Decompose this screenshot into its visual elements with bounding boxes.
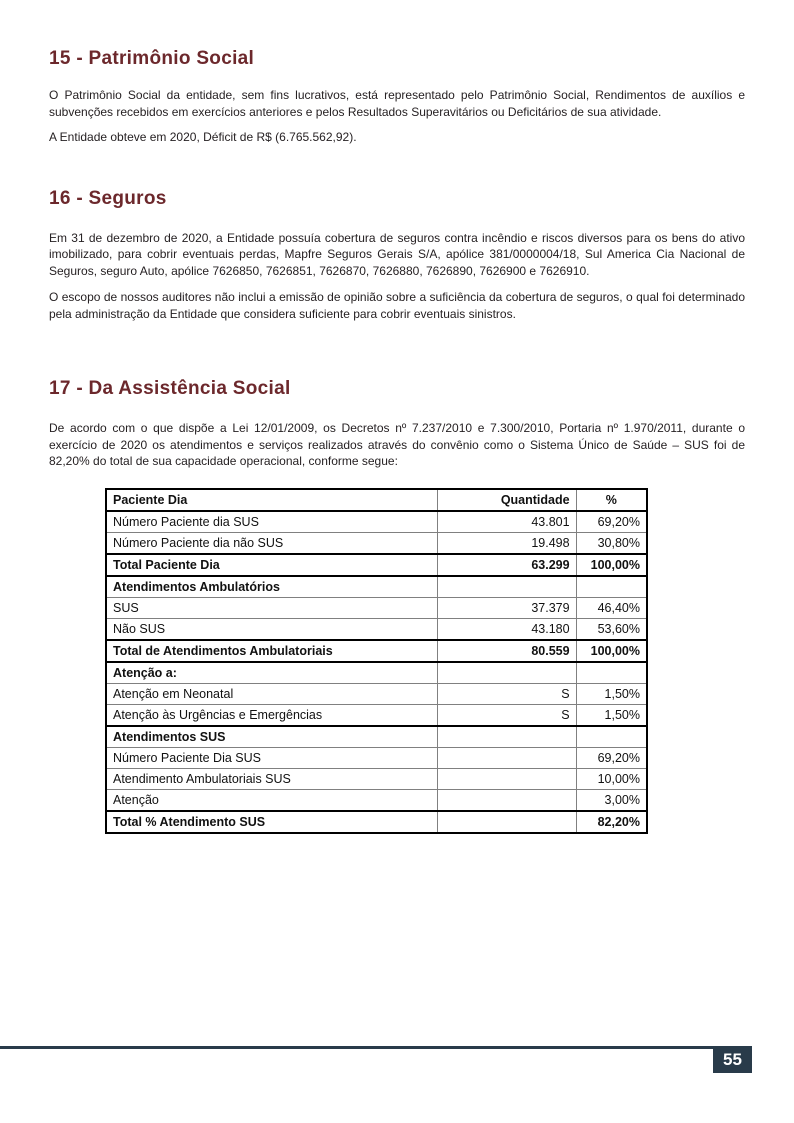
row-percent: 1,50% <box>576 683 647 704</box>
row-label: Total % Atendimento SUS <box>106 811 438 833</box>
paragraph-deficit-2020: A Entidade obteve em 2020, Déficit de R$ (6.765.562,92). <box>49 130 357 144</box>
row-label: Atendimentos Ambulatórios <box>106 576 438 598</box>
table-row <box>106 618 647 640</box>
row-percent <box>576 726 647 748</box>
row-quantity <box>438 747 576 768</box>
row-percent: 3,00% <box>576 789 647 811</box>
section-heading-16: 16 - Seguros <box>49 187 167 209</box>
paragraph-cobertura-seguros: Em 31 de dezembro de 2020, a Entidade possuía cobertura de seguros contra incêndio e riscos diversos para os bens do ativo imobilizado, para cobrir eventuais perdas, Mapfre Seguros Gerais S/A, apólice 381/0000004/18, Sul America Cia Nacional de Seguros, seguro Auto, apólice 7626850, 7626851, 7626870, 7626880, 7626890, 7626900 e 7626910. <box>49 230 745 278</box>
row-quantity: 80.559 <box>438 640 576 662</box>
table-row <box>106 576 647 598</box>
table-row <box>106 662 647 684</box>
table-head <box>106 489 647 511</box>
row-label: SUS <box>106 597 438 618</box>
table-row <box>106 789 647 811</box>
section-heading-15: 15 - Patrimônio Social <box>49 48 255 69</box>
table-row <box>106 532 647 554</box>
table-header-percent: % <box>576 489 647 511</box>
paragraph-escopo-auditores: O escopo de nossos auditores não inclui a emissão de opinião sobre a suficiência da cobertura de seguros, o qual foi determinado pela administração da Entidade que considera suficiente para cobrir eventuais sinistros. <box>49 290 745 321</box>
row-quantity <box>438 576 576 598</box>
paragraph-patrimonio-descricao: O Patrimônio Social da entidade, sem fins lucrativos, está representado pelo Patrimônio Social, Rendimentos de auxílios e subvenções recebidos em exercícios anteriores e pelos Resultados Superavitários ou Deficitários de sua atividade. <box>49 88 745 119</box>
row-percent <box>576 662 647 684</box>
footer-rule <box>0 1046 752 1049</box>
row-label: Atendimentos SUS <box>106 726 438 748</box>
row-percent: 100,00% <box>576 640 647 662</box>
row-quantity <box>438 768 576 789</box>
row-percent: 10,00% <box>576 768 647 789</box>
row-percent: 69,20% <box>576 747 647 768</box>
table-row <box>106 683 647 704</box>
row-quantity: S <box>438 704 576 726</box>
row-percent: 46,40% <box>576 597 647 618</box>
row-quantity <box>438 811 576 833</box>
table-header-paciente-dia: Paciente Dia <box>106 489 438 511</box>
section-assistencia-social <box>49 378 745 470</box>
row-quantity <box>438 789 576 811</box>
table-row <box>106 726 647 748</box>
table-header-row <box>106 489 647 511</box>
paragraph-assistencia-intro: De acordo com o que dispõe a Lei 12/01/2009, os Decretos nº 7.237/2010 e 7.300/2010, Portaria nº 1.970/2011, durante o exercício de 2020 os atendimentos e serviços realizados através do convênio como o Sistema Único de Saúde – SUS foi de 82,20% do total de sua capacidade operacional, conforme segue: <box>49 421 745 468</box>
row-label: Atenção em Neonatal <box>106 683 438 704</box>
row-percent: 69,20% <box>576 511 647 533</box>
row-label: Total de Atendimentos Ambulatoriais <box>106 640 438 662</box>
row-quantity <box>438 662 576 684</box>
table-row <box>106 768 647 789</box>
row-quantity: 43.180 <box>438 618 576 640</box>
row-quantity: 63.299 <box>438 554 576 576</box>
row-percent: 100,00% <box>576 554 647 576</box>
row-quantity: 43.801 <box>438 511 576 533</box>
row-percent <box>576 576 647 598</box>
row-percent: 30,80% <box>576 532 647 554</box>
page-number-badge: 55 <box>713 1046 752 1073</box>
table-row <box>106 811 647 833</box>
row-label: Atenção <box>106 789 438 811</box>
row-label: Não SUS <box>106 618 438 640</box>
section-heading-17: 17 - Da Assistência Social <box>49 378 291 399</box>
row-quantity: 37.379 <box>438 597 576 618</box>
table-row <box>106 704 647 726</box>
section-patrimonio-social <box>49 48 745 146</box>
table-row <box>106 640 647 662</box>
row-quantity <box>438 726 576 748</box>
row-percent: 82,20% <box>576 811 647 833</box>
row-quantity: 19.498 <box>438 532 576 554</box>
row-label: Número Paciente dia não SUS <box>106 532 438 554</box>
table-row <box>106 554 647 576</box>
table-row <box>106 511 647 533</box>
section-seguros <box>49 188 745 323</box>
row-label: Número Paciente dia SUS <box>106 511 438 533</box>
row-label: Atenção a: <box>106 662 438 684</box>
row-label: Atenção às Urgências e Emergências <box>106 704 438 726</box>
row-percent: 53,60% <box>576 618 647 640</box>
table-body <box>106 511 647 833</box>
table-row <box>106 597 647 618</box>
row-label: Atendimento Ambulatoriais SUS <box>106 768 438 789</box>
table-header-quantidade: Quantidade <box>438 489 576 511</box>
atendimentos-table <box>105 488 648 834</box>
row-label: Número Paciente Dia SUS <box>106 747 438 768</box>
row-percent: 1,50% <box>576 704 647 726</box>
row-quantity: S <box>438 683 576 704</box>
row-label: Total Paciente Dia <box>106 554 438 576</box>
table-row <box>106 747 647 768</box>
